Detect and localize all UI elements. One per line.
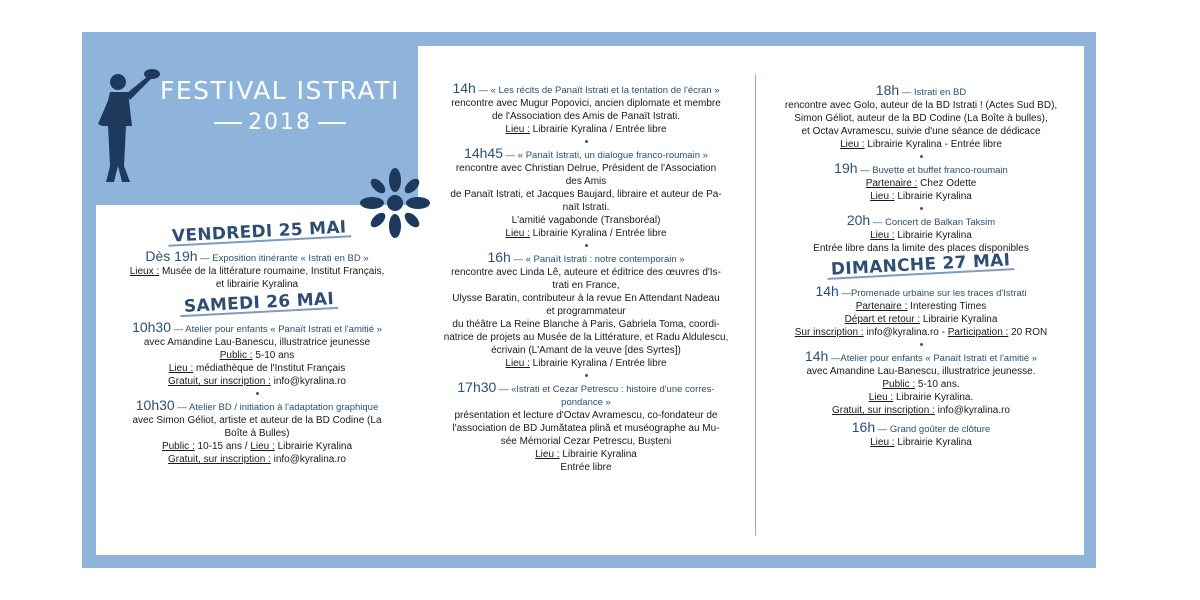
event-line: écrivain (L'Amant de la veuve [des Syrtes]) bbox=[491, 345, 681, 356]
event-line: du théâtre La Reine Blanche à Paris, Gabriela Toma, coordi- bbox=[452, 319, 720, 330]
event-17h30-correspondance bbox=[418, 381, 754, 474]
public-label: Public : bbox=[219, 350, 253, 361]
event-line: L'amitié vagabonde (Transboréal) bbox=[511, 215, 661, 226]
event-line: rencontre avec Mugur Popovici, ancien diplomate et membre bbox=[451, 98, 721, 109]
venue-label: Lieu : bbox=[250, 441, 275, 452]
departure-text: Librairie Kyralina bbox=[920, 314, 998, 325]
registration-email[interactable]: info@kyralina.ro bbox=[270, 376, 346, 387]
venue-label: Lieu : bbox=[868, 392, 894, 403]
public-text: 10-15 ans / bbox=[194, 441, 251, 452]
venue-label: Lieu : bbox=[870, 230, 895, 241]
event-line: avec Simon Géliot, artiste et auteur de la BD Codine (La bbox=[132, 415, 382, 426]
public-label: Public : bbox=[882, 379, 916, 390]
venue-label: Lieu : bbox=[535, 449, 560, 460]
event-line: trati en France, bbox=[552, 280, 620, 291]
public-label: Public : bbox=[161, 441, 195, 452]
middle-column bbox=[418, 82, 754, 478]
event-sunday-promenade bbox=[758, 285, 1084, 339]
right-column bbox=[758, 84, 1084, 453]
registration-email[interactable]: info@kyralina.ro bbox=[934, 405, 1010, 416]
registration-email[interactable]: info@kyralina.ro - bbox=[863, 327, 948, 338]
event-line: des Amis bbox=[565, 176, 607, 187]
event-title: — Istrati en BD bbox=[899, 87, 967, 98]
event-line: rencontre avec Linda Lê, auteure et éditrice des œuvres d'Is- bbox=[451, 267, 721, 278]
event-title: — « Panaït Istrati : notre contemporain » bbox=[510, 254, 685, 265]
venue-text: Librairie Kyralina bbox=[274, 441, 353, 452]
event-line: de Panaït Istrati, et Jacques Baujard, libraire et auteur de Pa- bbox=[450, 189, 722, 200]
event-title: — « Panaït Istrati, un dialogue franco-roumain » bbox=[503, 150, 708, 161]
event-14h45-dialogue bbox=[418, 147, 754, 240]
separator-dot bbox=[256, 392, 259, 395]
event-18h-istrati-bd bbox=[758, 84, 1084, 151]
public-text: 5-10 ans bbox=[252, 350, 295, 361]
venue-text: Librairie Kyralina bbox=[559, 449, 637, 460]
event-time: 14h bbox=[452, 80, 476, 96]
event-line: avec Amandine Lau-Banescu, illustratrice jeunesse bbox=[143, 337, 371, 348]
event-line: natrice de projets au Musée de la Littérature, et Radu Aldulescu, bbox=[443, 332, 729, 343]
registration-email[interactable]: info@kyralina.ro bbox=[270, 454, 346, 465]
venue-text: Librairie Kyralina. bbox=[893, 392, 974, 403]
venue-label: Lieu : bbox=[840, 139, 865, 150]
event-line: Simon Géliot, auteur de la BD Codine (La Boîte à bulles), bbox=[794, 113, 1048, 124]
event-friday-exposition bbox=[96, 250, 418, 291]
festival-title: FESTIVAL ISTRATI bbox=[160, 76, 400, 105]
event-title: — Concert de Balkan Taksim bbox=[870, 217, 996, 228]
event-line: Entrée libre bbox=[560, 462, 612, 473]
event-time: 10h30 bbox=[135, 397, 175, 413]
event-line: et programmateur bbox=[546, 306, 626, 317]
event-title: — Exposition itinérante « Istrati en BD » bbox=[197, 253, 369, 264]
event-line: présentation et lecture d'Octav Avramescu, co-fondateur de bbox=[454, 410, 718, 421]
separator-dot bbox=[585, 374, 588, 377]
event-saturday-atelier-bd bbox=[96, 399, 418, 466]
venue-label: Lieux : bbox=[129, 266, 160, 277]
man-waving-hat-icon bbox=[96, 66, 160, 186]
separator-dot bbox=[585, 244, 588, 247]
participation-label: Participation : bbox=[947, 327, 1009, 338]
column-divider bbox=[755, 74, 756, 536]
event-line: l'association de BD Jumătatea plină et muséographe au Mu- bbox=[452, 423, 720, 434]
venue-label: Lieu : bbox=[870, 191, 895, 202]
event-time: 16h bbox=[487, 249, 511, 265]
event-time: 16h bbox=[851, 419, 876, 435]
event-time: Dès 19h bbox=[145, 248, 198, 264]
event-title: — Atelier BD / initiation à l'adaptation graphique bbox=[174, 402, 379, 413]
festival-year: 2018 bbox=[208, 110, 352, 135]
venue-text: Librairie Kyralina / Entrée libre bbox=[529, 124, 667, 135]
registration-label: Gratuit, sur inscription : bbox=[168, 376, 271, 387]
event-time: 14h bbox=[804, 348, 829, 364]
partner-text: Interesting Times bbox=[907, 301, 987, 312]
departure-label: Départ et retour : bbox=[844, 314, 921, 325]
event-line: avec Amandine Lau-Banescu, illustratrice jeunesse. bbox=[806, 366, 1036, 377]
venue-text: Librairie Kyralina bbox=[894, 191, 972, 202]
event-time: 17h30 bbox=[457, 379, 497, 395]
venue-text: Librairie Kyralina / Entrée libre bbox=[529, 228, 667, 239]
event-title: — Buvette et buffet franco-roumain bbox=[857, 165, 1008, 176]
event-title-continued: pondance » bbox=[561, 397, 611, 408]
day-heading-sunday: DIMANCHE 27 MAI bbox=[827, 254, 1015, 280]
event-title: —Promenade urbaine sur les traces d'Istrati bbox=[838, 288, 1027, 299]
venue-text: Librairie Kyralina bbox=[894, 437, 972, 448]
venue-text: Librairie Kyralina / Entrée libre bbox=[529, 358, 667, 369]
separator-dot bbox=[920, 343, 923, 346]
event-line: rencontre avec Golo, auteur de la BD Istrati ! (Actes Sud BD), bbox=[784, 100, 1058, 111]
event-time: 19h bbox=[834, 160, 858, 176]
event-line: naït Istrati. bbox=[562, 202, 610, 213]
venue-label: Lieu : bbox=[505, 124, 530, 135]
public-text: 5-10 ans. bbox=[915, 379, 960, 390]
day-heading-friday: VENDREDI 25 MAI bbox=[168, 221, 351, 247]
event-time: 18h bbox=[875, 82, 900, 98]
partner-label: Partenaire : bbox=[855, 301, 908, 312]
event-time: 14h bbox=[815, 283, 839, 299]
venue-text: Librairie Kyralina - Entrée libre bbox=[864, 139, 1002, 150]
event-sunday-atelier bbox=[758, 350, 1084, 417]
separator-dot bbox=[920, 207, 923, 210]
event-line: Ulysse Baratin, contributeur à la revue En Attendant Nadeau bbox=[452, 293, 720, 304]
participation-price: 20 RON bbox=[1008, 327, 1048, 338]
event-14h-recits bbox=[418, 82, 754, 136]
separator-dot bbox=[585, 140, 588, 143]
event-line: sée Mémorial Cezar Petrescu, Bușteni bbox=[500, 436, 672, 447]
registration-label: Gratuit, sur inscription : bbox=[168, 454, 271, 465]
event-line: et Octav Avramescu, suivie d'une séance de dédicace bbox=[801, 126, 1041, 137]
venue-text: médiathèque de l'Institut Français bbox=[193, 363, 346, 374]
partner-text: Chez Odette bbox=[917, 178, 977, 189]
event-title: —Atelier pour enfants « Panaït Istrati et l'amitié » bbox=[828, 353, 1038, 364]
separator-dot bbox=[920, 155, 923, 158]
event-19h-buvette bbox=[758, 162, 1084, 203]
event-16h-contemporain bbox=[418, 251, 754, 370]
venue-label: Lieu : bbox=[168, 363, 194, 374]
registration-label: Gratuit, sur inscription : bbox=[832, 405, 935, 416]
event-title: — «Istrati et Cezar Petrescu : histoire d'une corres- bbox=[496, 384, 715, 395]
event-line: rencontre avec Christian Delrue, Président de l'Association bbox=[455, 163, 717, 174]
venue-label: Lieu : bbox=[505, 358, 530, 369]
venue-text: Musée de la littérature roumaine, Institut Français, bbox=[159, 266, 385, 277]
event-line: Boîte à Bulles) bbox=[224, 428, 290, 439]
event-sunday-gouter bbox=[758, 421, 1084, 449]
event-time: 10h30 bbox=[132, 319, 171, 335]
event-20h-concert bbox=[758, 214, 1084, 255]
venue-label: Lieu : bbox=[870, 437, 895, 448]
registration-label: Sur inscription : bbox=[794, 327, 864, 338]
event-line: de l'Association des Amis de Panaït Istrati. bbox=[491, 111, 681, 122]
venue-label: Lieu : bbox=[505, 228, 530, 239]
event-line: et librairie Kyralina bbox=[215, 279, 299, 290]
event-saturday-atelier-enfants bbox=[96, 321, 418, 388]
event-line: Entrée libre dans la limite des places disponibles bbox=[813, 243, 1029, 254]
partner-label: Partenaire : bbox=[865, 178, 918, 189]
event-title: — Atelier pour enfants « Panaït Istrati et l'amitié » bbox=[171, 324, 382, 335]
event-time: 14h45 bbox=[464, 145, 504, 161]
event-time: 20h bbox=[846, 212, 871, 228]
event-title: — « Les récits de Panaït Istrati et la tentation de l'écran » bbox=[475, 85, 720, 96]
venue-text: Librairie Kyralina bbox=[894, 230, 972, 241]
event-title: — Grand goûter de clôture bbox=[875, 424, 991, 435]
left-column bbox=[96, 217, 418, 470]
day-heading-saturday: SAMEDI 26 MAI bbox=[180, 293, 339, 317]
